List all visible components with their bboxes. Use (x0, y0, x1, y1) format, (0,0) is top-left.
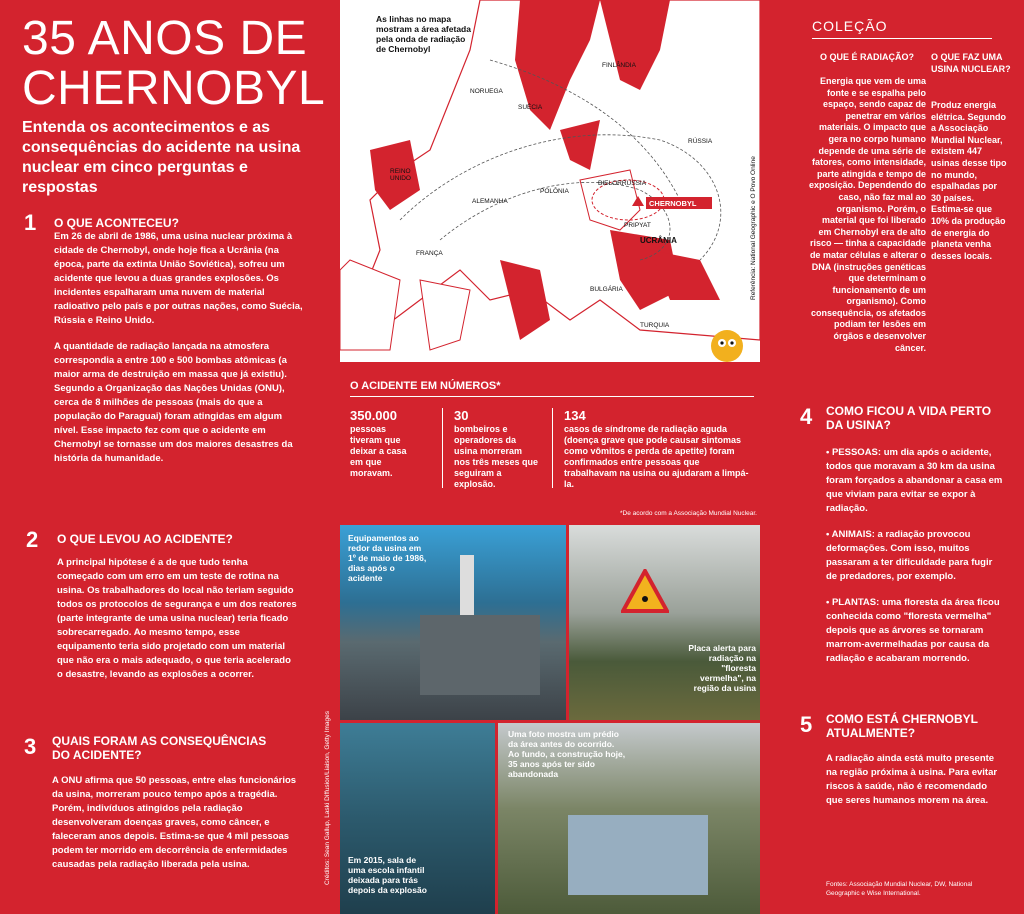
colecao-a-heading: O QUE É RADIAÇÃO? (819, 52, 914, 62)
q4-paragraph-2: • ANIMAIS: a radiação provocou deformações. Com isso, muitos passaram a ter dificuldade para fugir de predadores, por exemplo. (826, 529, 993, 582)
q3-paragraph-1: A ONU afirma que 50 pessoas, entre elas funcionários da usina, morreram pouco tempo após a tragédia. Porém, indivíduos atingidos pela radiação desenvolveram doenças graves, como câncer, e faleceram anos depois. Estima-se que 4 mil pessoas podem ter morrido em decorrência de enfermidades causadas pela radiação liberada pela usina. (52, 775, 297, 870)
photo-credits: Créditos: Sean Gallup, Laski Diffusion/Liaison, Getty Images (324, 710, 331, 885)
q3-number: 3 (24, 734, 37, 759)
colecao-b-heading: O QUE FAZ UMA USINA NUCLEAR? (931, 52, 1011, 74)
colecao-heading: COLEÇÃO (812, 18, 888, 34)
title-line-2: CHERNOBYL (22, 62, 326, 115)
photo-caption-1: Equipamentos ao redor da usina em 1º de maio de 1986, dias após o acidente (348, 533, 427, 583)
photo-caption-4: Uma foto mostra um prédio da área antes do ocorrido. Ao fundo, a construção hoje, 35 anos após ter sido abandonada (508, 729, 626, 779)
map-label-turkey: TURQUIA (640, 322, 670, 329)
map-label-poland: POLÔNIA (540, 188, 569, 195)
numbers-value-2: 30 (454, 408, 469, 423)
q5-body (826, 752, 1006, 820)
q4-heading-line-1: COMO FICOU A VIDA PERTO (826, 404, 992, 418)
numbers-value-1: 350.000 (350, 408, 397, 423)
map-label-finland: FINLÂNDIA (602, 62, 636, 69)
photo-caption-2: Placa alerta para radiação na "floresta vermelha", na região da usina (688, 643, 756, 693)
q3-heading-line-2: DO ACIDENTE? (52, 748, 142, 762)
map-label-bulgaria: BULGÁRIA (590, 286, 623, 293)
photo-caption-3: Em 2015, sala de uma escola infantil deixada para trás depois da explosão (348, 855, 427, 895)
q3-heading (52, 734, 266, 762)
page-title (22, 14, 325, 114)
numbers-sep-2 (552, 408, 553, 488)
q1-body (54, 230, 304, 478)
q2-paragraph-1: A principal hipótese é a de que tudo tenha começado com um erro em um teste de rotina na usina. Os trabalhadores do local não teriam seguido todos os protocolos de segurança e um dos reatores (parte integrante de uma usina nuclear) teria ficado sobrecarregado. Ao mesmo tempo, esse equipamento teria sido projetado com um material que não era o mais adequado, o que teria acelerado o desastre, levando as explosões a ocorrer. (57, 557, 297, 680)
q5-number: 5 (800, 712, 813, 737)
numbers-sep-1 (442, 408, 443, 488)
q5-paragraph-1: A radiação ainda está muito presente na região próxima à usina. Para evitar riscos à saúde, não é recomendado que seres humanos morem na área. (826, 753, 998, 806)
map-label-russia: RÚSSIA (688, 138, 713, 145)
old-photo-print (568, 815, 708, 895)
q1-number: 1 (24, 210, 37, 235)
map-label-germany: ALEMANHA (472, 198, 508, 205)
q3-body (52, 774, 300, 884)
q5-heading-line-1: COMO ESTÁ CHERNOBYL (826, 712, 979, 726)
map-label-ukraine: UCRÂNIA (640, 236, 677, 245)
q4-heading (826, 404, 991, 432)
q2-body (57, 556, 297, 694)
europe-map (340, 0, 760, 362)
numbers-text-1: pessoas tiveram que deixar a casa em que moravam. (350, 424, 407, 478)
q1-heading: O QUE ACONTECEU? (54, 216, 179, 230)
radiation-warning-icon (621, 569, 669, 613)
title-line-1: 35 ANOS DE (22, 12, 308, 65)
numbers-value-3: 134 (564, 408, 586, 423)
map-label-norway: NORUEGA (470, 88, 503, 95)
q5-heading-line-2: ATUALMENTE? (826, 726, 916, 740)
map-label-france: FRANÇA (416, 250, 443, 257)
q4-paragraph-1: • PESSOAS: um dia após o acidente, todos que moravam a 30 km da usina foram forçados a abandonar a casa em que viviam para evitar se expor à radiação. (826, 447, 1003, 514)
map-label-sweden: SUÉCIA (518, 104, 543, 111)
map-marker-label: CHERNOBYL (649, 199, 697, 208)
q4-body (826, 446, 1006, 678)
q1-paragraph-1: Em 26 de abril de 1986, uma usina nuclear próxima à cidade de Chernobyl, onde hoje fica a Ucrânia (na época, parte da extinta União Soviética), sofreu um acidente que levou a duas grandes explosões. Os incidentes espalharam uma nuvem de material radioativo pelo país e por outras nações, como Suécia, Rússia e Reino Unido. (54, 231, 303, 326)
q3-heading-line-1: QUAIS FORAM AS CONSEQUÊNCIAS (52, 734, 267, 748)
q1-paragraph-2: A quantidade de radiação lançada na atmosfera correspondia a entre 100 e 500 bombas atômicas (a maior arma de destruição em massa que já existiu). Segundo a Organização das Nações Unidas (ONU), cerca de 8 milhões de pessoas (mais do que a população do Paraguai) foram atingidas em algum nível. Esse impacto fez com que o acidente em Chernobyl se tornasse um dos maiores desastres da história da humanidade. (54, 341, 293, 464)
numbers-footnote: *De acordo com a Associação Mundial Nuclear. (620, 510, 757, 517)
map-label-uk: REINO UNIDO (390, 168, 411, 182)
reactor-building (420, 615, 540, 695)
q5-heading (826, 712, 978, 740)
map-label-pripyat: PRIPYAT (624, 222, 651, 229)
mascot-illustration (702, 322, 752, 366)
numbers-divider (350, 396, 754, 397)
q2-heading: O QUE LEVOU AO ACIDENTE? (57, 532, 233, 546)
numbers-panel (340, 362, 760, 522)
map-reference: Referência: National Geographic e O Povo Online (750, 156, 757, 300)
numbers-heading: O ACIDENTE EM NÚMEROS* (350, 380, 501, 392)
colecao-b-body: Produz energia elétrica. Segundo a Associação Mundial Nuclear, existem 447 usinas desse tipo no mundo, espalhadas por 30 países. Estima-se que 10% da produção de energia do planeta venha desses locais. (931, 100, 1007, 261)
map-caption: As linhas no mapa mostram a área afetada pela onda de radiação de Chernobyl (376, 14, 471, 54)
q2-number: 2 (26, 527, 39, 552)
map-label-belarus: BIELORRÚSSIA (598, 180, 647, 187)
q4-heading-line-2: DA USINA? (826, 418, 891, 432)
numbers-text-3: casos de síndrome de radiação aguda (doença grave que pode causar sintomas como vômitos e perda de apetite) foram confirmados entre pessoas que trabalhavam na usina ou ajudaram a limpá-la. (564, 424, 749, 489)
photo-grid (324, 525, 760, 914)
q4-paragraph-3: • PLANTAS: uma floresta da área ficou conhecida como "floresta vermelha" depois que as árvores se tornaram marrom-avermelhadas por causa da radiação e acabaram morrendo. (826, 597, 1000, 664)
colecao-panel (812, 18, 1012, 39)
q4-number: 4 (800, 404, 813, 429)
numbers-text-2: bombeiros e operadores da usina morreram nos três meses que seguiram a explosão. (454, 424, 539, 489)
colecao-a-body: Energia que vem de uma fonte e se espalha pelo espaço, sendo capaz de penetrar em vários materiais. O impacto que gera no corpo humano depende de uma série de fatores, como intensidade, parte atingida e tempo de exposição. Dependendo do caso, não faz mal ao organismo. Porém, o material que foi liberado em Chernobyl era de alto risco — tinha a capacidade de matar células e alterar o DNA (instruções genéticas que determinam o funcionamento de um organismo). Como consequência, os afetados podiam ter lesões em órgãos e desenvolver câncer. (808, 76, 926, 353)
colecao-divider (812, 38, 992, 39)
sources-footnote: Fontes: Associação Mundial Nuclear, DW, National Geographic e Wise International. (826, 881, 973, 897)
page-subtitle: Entenda os acontecimentos e as consequências do acidente na usina nuclear em cinco perguntas e respostas (22, 119, 301, 196)
